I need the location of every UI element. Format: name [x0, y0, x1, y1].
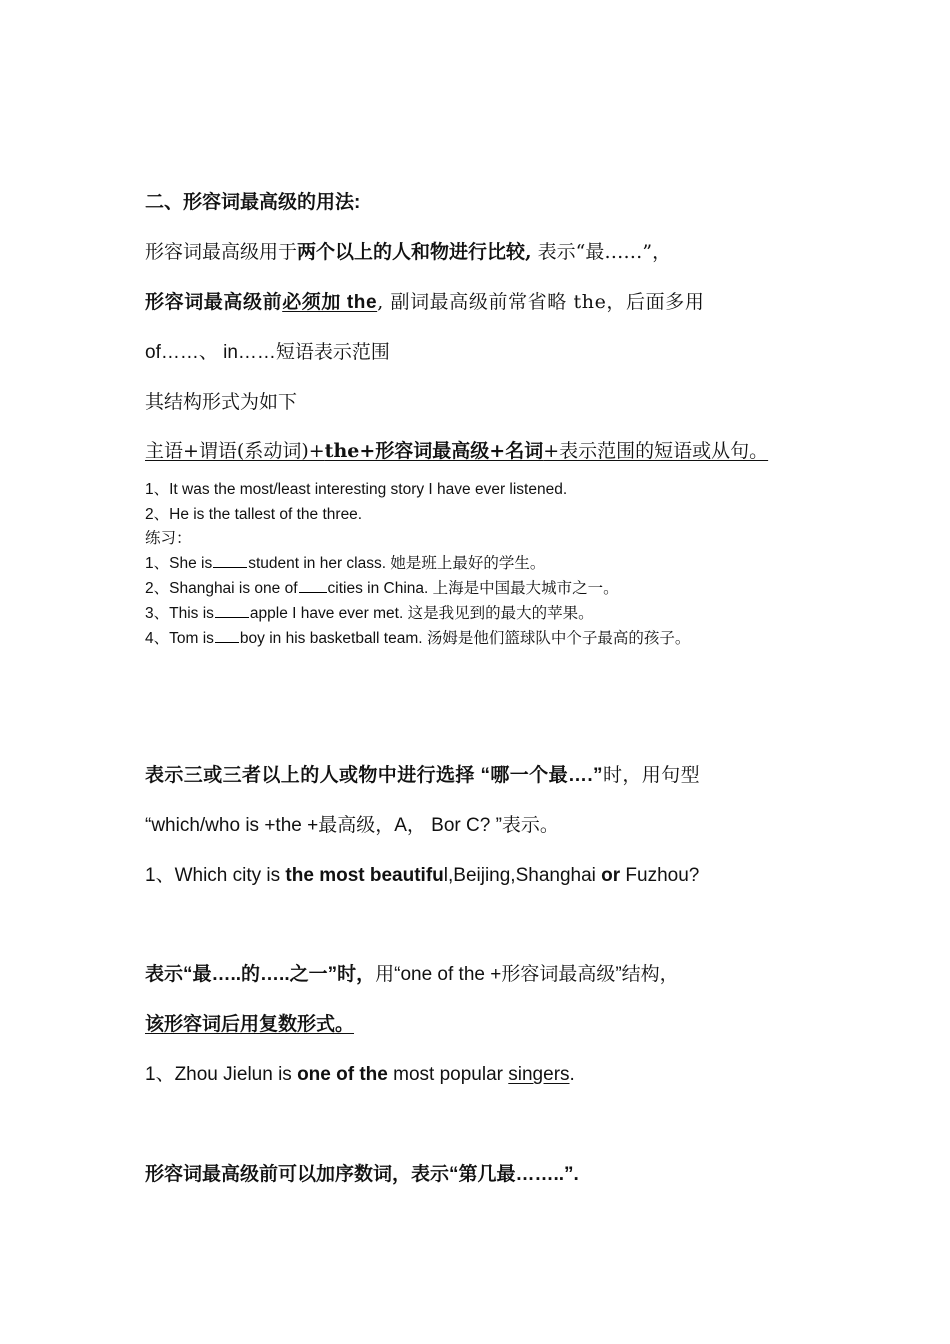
which-example [145, 860, 699, 887]
text-span: of……、 in……短语表示范围 [145, 342, 390, 363]
text-span: 2、He is the tallest of the three. [145, 506, 363, 523]
text-span: 1、She is [145, 555, 213, 572]
bold-span: 形容词最高级前 [145, 292, 283, 313]
structure-formula [145, 436, 774, 463]
text-span: Fuzhou? [620, 865, 700, 886]
text-span: most popular [387, 1064, 509, 1085]
answer-blank [215, 627, 239, 644]
text-span: 1、Which city is [145, 865, 286, 886]
practice-item-3 [145, 601, 594, 623]
underlined-bold-span: 该形容词后用复数形式。 [145, 1014, 355, 1035]
answer-blank [215, 602, 249, 619]
one-of-rule [145, 959, 679, 986]
practice-label [145, 526, 192, 548]
text-span: 时，用句型 [602, 764, 700, 786]
text-span: , 副词最高级前常省略 the，后面多用 [377, 291, 705, 313]
text-span: +表示范围的短语或从句。 [543, 440, 769, 462]
text-span: 4、Tom is [145, 630, 214, 647]
answer-blank [213, 552, 247, 569]
ordinal-rule [145, 1159, 579, 1186]
practice-item-1 [145, 551, 545, 573]
which-pattern [145, 810, 559, 837]
bold-span: 两个以上的人和物进行比较, [297, 241, 532, 263]
paragraph-structure-intro [145, 387, 297, 414]
text-span: 1、Zhou Jielun is [145, 1064, 298, 1085]
text-span: 表示“最……”， [531, 241, 672, 263]
one-of-example [145, 1059, 575, 1086]
text-span: 主语+谓语(系动词)+ [145, 440, 325, 462]
section-heading-text: 二、形容词最高级的用法: [145, 192, 361, 213]
text-span: . [569, 1064, 575, 1085]
text-span: 练习： [145, 529, 192, 547]
which-rule [145, 760, 700, 787]
answer-blank [299, 577, 327, 594]
practice-item-4 [145, 626, 690, 648]
text-span: student in her class. 她是班上最好的学生。 [248, 555, 546, 572]
example-2 [145, 502, 362, 524]
paragraph-the-rule [145, 287, 704, 314]
text-span: l,Beijing,Shanghai [443, 865, 602, 886]
text-span: 1、It was the most/least interesting story I have ever listened. [145, 481, 568, 498]
one-of-plural-note [145, 1009, 360, 1036]
text-span: 其结构形式为如下 [145, 391, 298, 413]
practice-item-2 [145, 576, 619, 598]
bold-span: one of the [297, 1064, 388, 1085]
example-1 [145, 477, 567, 499]
text-span: cities in China. 上海是中国最大城市之一。 [327, 580, 619, 597]
bold-span: 表示“最…..的…..之一”时， [145, 964, 376, 985]
text-span: 3、This is [145, 605, 214, 622]
bold-span: the+形容词最高级+名词 [324, 440, 544, 462]
text-span: 用“one of the +形容词最高级”结构， [375, 964, 679, 985]
bold-span: the most beautifu [285, 865, 444, 886]
bold-span: 形容词最高级前可以加序数词，表示“第几最……..”. [145, 1164, 579, 1185]
text-span: 形容词最高级用于 [145, 241, 298, 263]
text-span: apple I have ever met. 这是我见到的最大的苹果。 [249, 605, 594, 622]
paragraph-usage [145, 237, 671, 264]
text-span: “which/who is +the +最高级，A， Bor C? ”表示。 [145, 815, 559, 836]
section-heading [145, 187, 360, 214]
underlined-bold-span: 必须加 the [282, 292, 378, 313]
bold-span: or [601, 865, 621, 886]
underlined-span: singers [508, 1064, 570, 1085]
text-span: boy in his basketball team. 汤姆是他们篮球队中个子最高的孩子。 [239, 630, 691, 647]
paragraph-range [145, 337, 390, 364]
text-span: 2、Shanghai is one of [145, 580, 298, 597]
bold-span: 表示三或三者以上的人或物中进行选择 “哪一个最….” [145, 765, 603, 786]
